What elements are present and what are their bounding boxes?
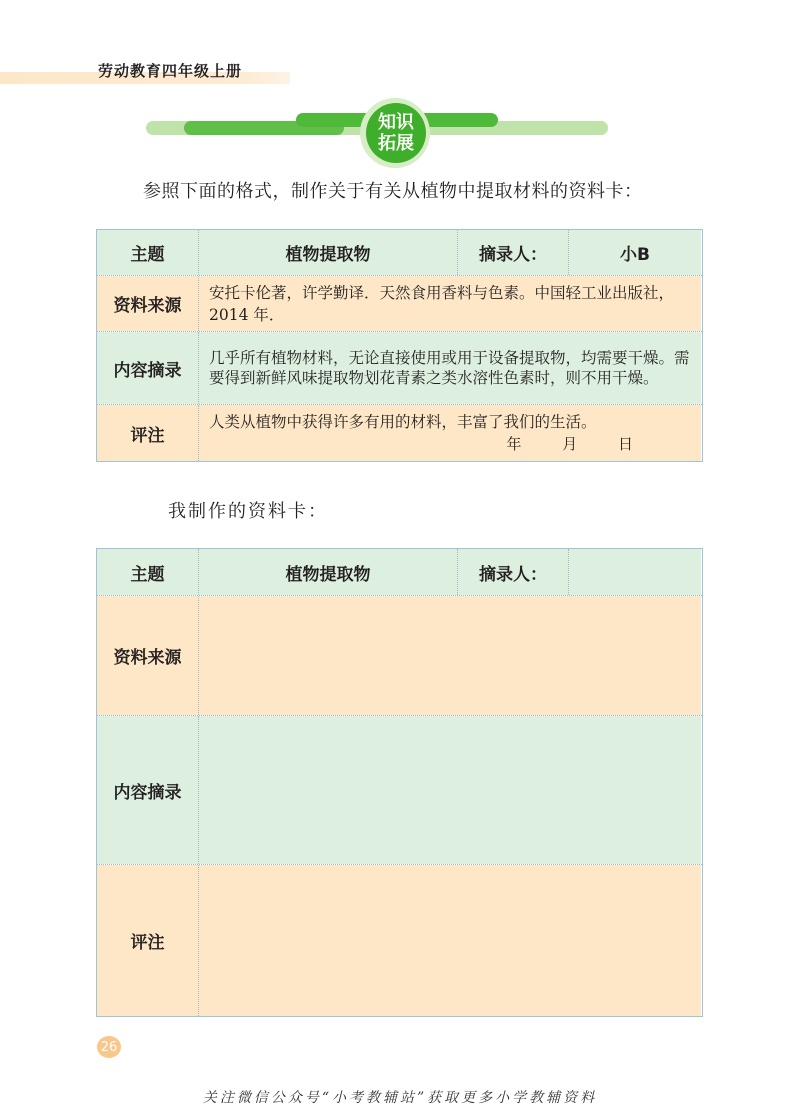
source-text: 安托卡伦著，许学勤译．天然食用香料与色素。中国轻工业出版社，2014 年． xyxy=(209,283,675,324)
table-row xyxy=(97,715,702,864)
note-text: 人类从植物中获得许多有用的材料，丰富了我们的生活。 xyxy=(209,413,597,431)
excerpt-text: 几乎所有植物材料，无论直接使用或用于设备提取物，均需要干燥。需要得到新鲜风味提取物划花青素之类水溶性色素时，则不用干燥。 xyxy=(209,349,690,387)
excerpt-cell xyxy=(198,332,701,404)
topic-label: 主题 xyxy=(97,230,198,275)
source-cell xyxy=(198,276,701,331)
knowledge-badge xyxy=(366,103,426,163)
note-label: 评注 xyxy=(97,405,198,461)
my-card-intro: 我制作的资料卡： xyxy=(168,501,328,522)
topic-value: 植物提取物 xyxy=(198,549,457,595)
table-row xyxy=(97,595,702,715)
badge-line-2: 拓展 xyxy=(378,133,414,154)
table-row xyxy=(97,549,702,595)
table-row xyxy=(97,230,702,275)
book-title: 劳动教育四年级上册 xyxy=(98,62,243,80)
note-input[interactable] xyxy=(198,865,701,1016)
instruction-text: 参照下面的格式，制作关于有关从植物中提取材料的资料卡： xyxy=(143,181,643,202)
recorder-label: 摘录人： xyxy=(457,549,568,595)
table-row xyxy=(97,331,702,404)
table-row xyxy=(97,404,702,461)
recorder-label: 摘录人： xyxy=(457,230,568,275)
note-cell xyxy=(198,405,701,461)
knowledge-banner xyxy=(0,0,800,180)
topic-label: 主题 xyxy=(97,549,198,595)
excerpt-label: 内容摘录 xyxy=(97,716,198,864)
source-input[interactable] xyxy=(198,596,701,715)
example-card xyxy=(96,229,703,462)
recorder-input[interactable] xyxy=(568,549,701,595)
recorder-value: 小B xyxy=(568,230,701,275)
table-row xyxy=(97,275,702,331)
topic-value: 植物提取物 xyxy=(198,230,457,275)
my-card xyxy=(96,548,703,1017)
footer-note: 关注微信公众号“小考教辅站”获取更多小学教辅资料 xyxy=(202,1090,598,1106)
table-row xyxy=(97,864,702,1016)
date-line: 年 月 日 xyxy=(506,435,651,453)
excerpt-label: 内容摘录 xyxy=(97,332,198,404)
page-number: 26 xyxy=(97,1036,121,1058)
badge-line-1: 知识 xyxy=(378,112,414,133)
source-label: 资料来源 xyxy=(97,596,198,715)
excerpt-input[interactable] xyxy=(198,716,701,864)
source-label: 资料来源 xyxy=(97,276,198,331)
note-label: 评注 xyxy=(97,865,198,1016)
